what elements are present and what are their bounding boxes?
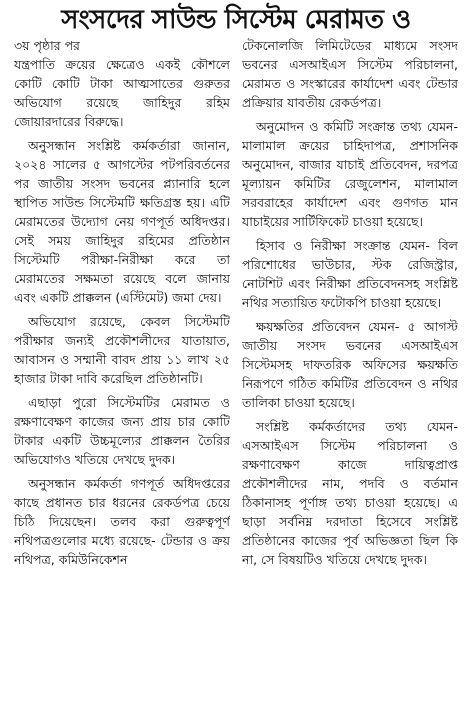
paragraph: এছাড়া পুরো সিস্টেমটির মেরামত ও রক্ষণাবেক্ষণ কাজের জন্য প্রায় চার কোটি টাকার একটি উচ্চমূল্যের প্রাক্কলন তৈরির অভিযোগও খতিয়ে দেখছে দুদক।: [14, 395, 230, 467]
column-left: [14, 36, 230, 696]
paragraph: ক্ষয়ক্ষতির প্রতিবেদন যেমন- ৫ আগস্ট জাতীয় সংসদ ভবনের এসআইএস সিস্টেমসহ দাফতরিক অফিসের ক্ষয়ক্ষতি নিরূপণে গঠিত কমিটির প্রতিবেদন ও নথির তালিকা চাওয়া হয়েছে।: [242, 319, 458, 410]
column-right: [242, 36, 458, 696]
headline: সংসদের সাউন্ড সিস্টেম মেরামত ও: [61, 5, 411, 34]
paragraph: অভিযোগ রয়েছে, কেবল সিস্টেমটি পরীক্ষার জন্যই প্রকৌশলীদের যাতায়াত, আবাসন ও সম্মানী বাবদ প্রায় ১১ লাখ ২৫ হাজার টাকা দাবি করেছিল প্রতিষ্ঠানটি।: [14, 314, 230, 386]
paragraph: যন্ত্রপাতি ক্রয়ের ক্ষেত্রেও একই কৌশলে কোটি কোটি টাকা আত্মসাতের গুরুতর অভিযোগ রয়েছে জাহিদুর রহিম জোয়ারদারের বিরুদ্ধে।: [14, 57, 230, 129]
paragraph: অনুসন্ধান সংশ্লিষ্ট কর্মকর্তারা জানান, ২০২৪ সালের ৫ আগস্টের পটপরিবর্তনের পর জাতীয় সংসদ ভবনের প্ল্যানারি হলে স্থাপিত সাউন্ড সিস্টেমটি ক্ষতিগ্রস্ত হয়। এটি মেরামতের উদ্যোগ নেয় গণপূর্ত অধিদপ্তর। সেই সময় জাহিদুর রহিমের প্রতিষ্ঠান সিস্টেমটি পরীক্ষা-নিরীক্ষা করে তা মেরামতের সক্ষমতা রয়েছে বলে জানায় এবং একটি প্রাক্কলন (এস্টিমেট) জমা দেয়।: [14, 138, 230, 305]
continued-from-note: ৩য় পৃষ্ঠার পর: [14, 38, 80, 53]
paragraph: অনুসন্ধান কর্মকর্তা গণপূর্ত অধিদপ্তরের কাছে প্রধানত চার ধরনের রেকর্ডপত্র চেয়ে চিঠি দিয়েছেন। তলব করা গুরুত্বপূর্ণ নথিপত্রগুলোর মধ্যে রয়েছে- টেন্ডার ও ক্রয় নথিপত্র, কমিউনিকেশন: [14, 476, 230, 567]
paragraph: অনুমোদন ও কমিটি সংক্রান্ত তথ্য যেমন- মালামাল ক্রয়ের চাহিদাপত্র, প্রশাসনিক অনুমোদন, বাজার যাচাই প্রতিবেদন, দরপত্র মূল্যায়ন কমিটির রেজুলেশন, মালামাল সরবরাহের কার্যাদেশ এবং গুণগত মান যাচাইয়ের সার্টিফিকেট চাওয়া হয়েছে।: [242, 119, 458, 229]
paragraph: হিসাব ও নিরীক্ষা সংক্রান্ত যেমন- বিল পরিশোধের ভাউচার, স্টক রেজিস্ট্রার, নোটশিট এবং নিরীক্ষা প্রতিবেদনসহ সংশ্লিষ্ট নথির সত্যায়িত ফটোকপি চাওয়া হয়েছে।: [242, 238, 458, 310]
paragraph: টেকনোলজি লিমিটেডের মাধ্যমে সংসদ ভবনের এসআইএস সিস্টেম পরিচালনা, মেরামত ও সংস্কারের কার্যাদেশ এবং টেন্ডার প্রক্রিয়ার যাবতীয় রেকর্ডপত্র।: [242, 38, 458, 110]
article-body: [14, 36, 458, 696]
paragraph: সংশ্লিষ্ট কর্মকর্তাদের তথ্য যেমন- এসআইএস সিস্টেম পরিচালনা ও রক্ষণাবেক্ষণ কাজে দায়িত্বপ্রাপ্ত প্রকৌশলীদের নাম, পদবি ও বর্তমান ঠিকানাসহ পূর্ণাঙ্গ তথ্য চাওয়া হয়েছে। এ ছাড়া সর্বনিম্ন দরদাতা হিসেবে সংশ্লিষ্ট প্রতিষ্ঠানের কাজের পূর্ব অভিজ্ঞতা ছিল কি না, সে বিষয়টিও খতিয়ে দেখছে দুদক।: [242, 419, 458, 567]
